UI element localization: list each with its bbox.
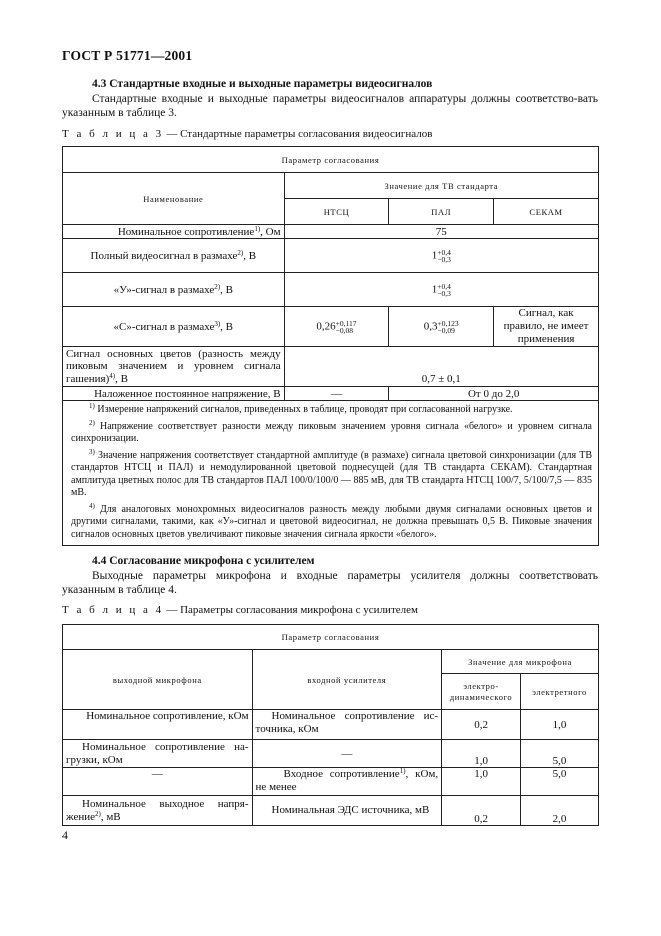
- table-3-header-value: Значение для ТВ стандарта: [284, 173, 598, 199]
- table-4-row-1-electret: 1,0: [521, 710, 599, 740]
- table-4-header-value: Значение для микрофона: [442, 650, 599, 674]
- table-4-col-electret: электретного: [521, 674, 599, 710]
- page-number: 4: [62, 828, 68, 842]
- table-3-header-name: Наименование: [63, 173, 285, 225]
- table-3-row-2-name: Полный видеосигнал в размахе$^{2)}$, В: [63, 239, 285, 273]
- table-4-row-1-mic: Номинальное сопротивление, кОм: [63, 710, 253, 740]
- table-4-header-mic: выходной микрофона: [63, 650, 253, 710]
- table-3-caption: Т а б л и ц а 3 — Стандартные параметры согласования видеосигналов: [62, 128, 433, 140]
- table-3-row-6-rest: От 0 до 2,0: [389, 387, 599, 401]
- table-3-row-3-name: «У»-сигнал в размахе$^{2)}$, В: [63, 273, 285, 307]
- section-4-3-heading: 4.3 Стандартные входные и выходные параметры видеосигналов: [92, 78, 433, 90]
- table-4: [62, 624, 599, 826]
- table-3-footnote-2: $^{2)}$ Напряжение соответствует разности между пиковым значением уровня сигнала «белого» и уровнем сигнала синхронизации.: [71, 418, 592, 444]
- table-4-row-4-dynamic: 0,2: [442, 796, 521, 826]
- table-4-row-3-dynamic: 1,0: [442, 768, 521, 796]
- table-3-row-4-secam: Сигнал, как правило, не имеет применения: [494, 307, 599, 347]
- table-4-header-amp: входной усилителя: [252, 650, 442, 710]
- table-3-footnote-1: $^{1)}$ Измерение напряжений сигналов, приведенных в таблице, проводят при согласованной нагрузке.: [89, 402, 513, 415]
- table-3-row-4-ntsc: 0,26+0,117 −0,08: [284, 307, 389, 347]
- table-4-row-3-mic: —: [63, 768, 253, 796]
- table-3-footnotes: [63, 401, 599, 546]
- table-4-row-4-electret: 2,0: [521, 796, 599, 826]
- table-4-row-2-dynamic: 1,0: [442, 740, 521, 768]
- table-4-row-1-amp: Номинальное сопротивление ис-точника, кОм: [252, 710, 442, 740]
- table-4-row-3-amp: Входное сопротивление$^{1)}$, кОм, не менее: [252, 768, 442, 796]
- table-3-footnote-3: $^{3)}$ Значение напряжения соответствует стандартной амплитуде (в размахе) сигнала цветовой синхронизации (для ТВ стандартов НТСЦ и ПАЛ) и немодулированной цветовой поднесущей (для ТВ стандарта СЕКАМ). Стандартная амплитуда цветных полос для ТВ стандартов ПАЛ 100/0/100/0 — 885 мВ, для ТВ стандарта НТСЦ 100/7, 5/100/7,5 — 835 мВ.: [71, 447, 592, 498]
- table-4-row-2-mic: Номинальное сопротивление на-грузки, кОм: [63, 740, 253, 768]
- table-4-row-3-electret: 5,0: [521, 768, 599, 796]
- table-3-row-4-name: «С»-сигнал в размахе$^{3)}$, В: [63, 307, 285, 347]
- table-4-row-1-dynamic: 0,2: [442, 710, 521, 740]
- table-4-header-group: Параметр согласования: [63, 625, 599, 650]
- table-3-row-6-name: Наложенное постоянное напряжение, В: [63, 387, 285, 401]
- table-4-row-2-amp: —: [252, 740, 442, 768]
- table-3: [62, 146, 599, 546]
- table-4-row-4-amp: Номинальная ЭДС источника, мВ: [252, 796, 442, 826]
- table-4-col-dynamic: электро-динамического: [442, 674, 521, 710]
- table-4-row-4-mic: Номинальное выходное напря-жение$^{2)}$, мВ: [63, 796, 253, 826]
- table-3-row-5-name: Сигнал основных цветов (разность между пиковым значением и уровнем сигнала гашения)$^{4)}$, В: [63, 347, 285, 387]
- table-3-row-5-value: 0,7 ± 0,1: [284, 347, 598, 387]
- table-3-row-3-value: 1+0,4 −0,3: [284, 273, 598, 307]
- table-3-header-group: Параметр согласования: [63, 147, 599, 173]
- table-3-row-6-ntsc: —: [284, 387, 389, 401]
- table-3-row-4-pal: 0,3+0,123 −0,09: [389, 307, 494, 347]
- table-4-caption: Т а б л и ц а 4 — Параметры согласования микрофона с усилителем: [62, 604, 418, 616]
- table-3-footnote-4: $^{4)}$ Для аналоговых монохромных видеосигналов разность между любыми двумя сигналами основных цветов и другими сигналами, такими, как «У»-сигнал и цветовой видеосигнал, не должна превышать 0,5 В. Пиковые значения сигналов основных цветов увеличивают пиковые значения сигнала яркости «белого».: [71, 501, 592, 540]
- table-3-col-secam: СЕКАМ: [494, 199, 599, 225]
- section-4-4-text: Выходные параметры микрофона и входные параметры усилителя должны соответствовать указанным в таблице 4.: [62, 570, 598, 596]
- section-4-3-text: Стандартные входные и выходные параметры видеосигналов аппаратуры должны соответство-вать указанным в таблице 3.: [62, 93, 598, 119]
- table-3-row-1-value: 75: [284, 225, 598, 239]
- document-header: ГОСТ Р 51771—2001: [62, 48, 193, 63]
- table-3-row-1-name: Номинальное сопротивление$^{1)}$, Ом: [63, 225, 285, 239]
- table-3-col-ntsc: НТСЦ: [284, 199, 389, 225]
- section-4-4-heading: 4.4 Согласование микрофона с усилителем: [92, 555, 315, 567]
- table-4-row-2-electret: 5,0: [521, 740, 599, 768]
- table-3-row-2-value: 1+0,4 −0,3: [284, 239, 598, 273]
- table-3-col-pal: ПАЛ: [389, 199, 494, 225]
